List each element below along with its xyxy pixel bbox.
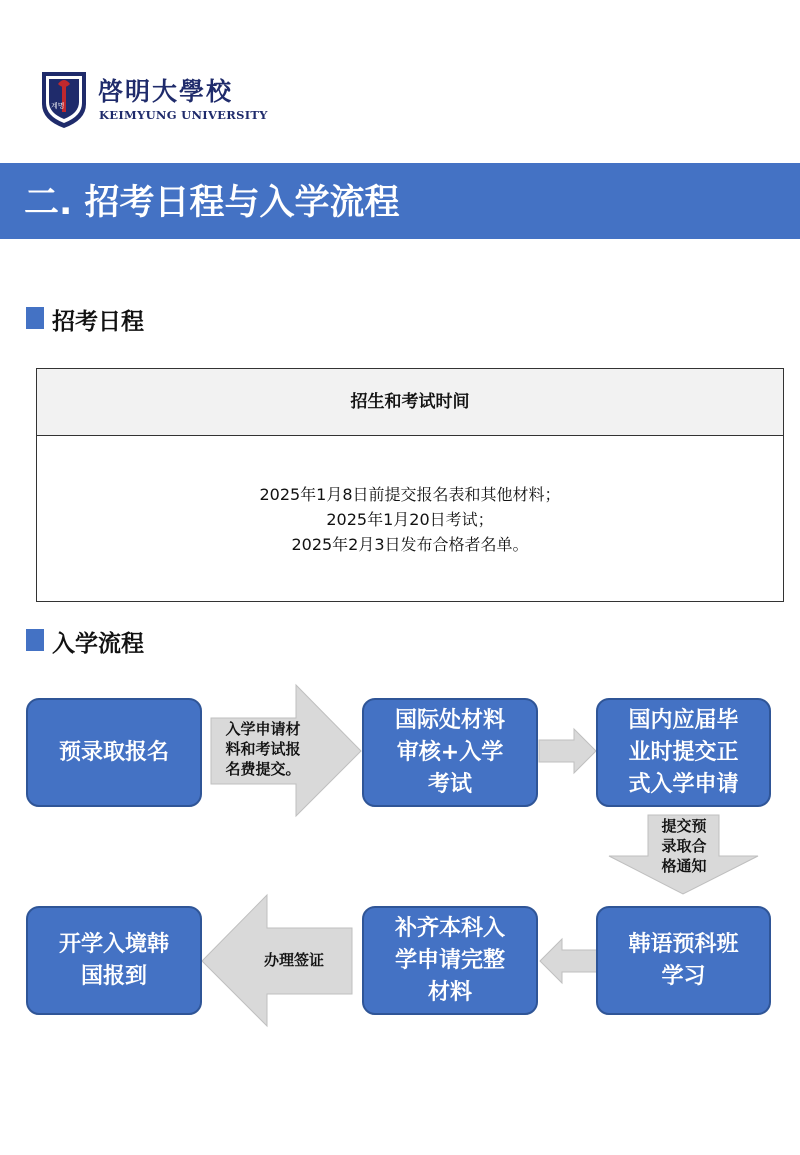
schedule-line: 2025年1月8日前提交报名表和其他材料； [259,485,561,504]
schedule-table-header: 招生和考试时间 [37,369,783,436]
step-material-review-exam [362,698,538,807]
arrow-left-small-icon [538,938,598,984]
logo-name-en: KEIMYUNG UNIVERSITY [99,108,268,122]
schedule-line: 2025年1月20日考试； [326,510,494,529]
arrow-right-small-icon [538,728,598,774]
step-complete-materials [362,906,538,1015]
university-logo [38,68,268,134]
step-label: 国际处材料 审核+入学 考试 [394,707,505,797]
schedule-table-body [37,436,783,557]
step-korean-prep-course [596,906,771,1015]
step-label: 韩语预科班 学习 [628,931,739,989]
section-title: 二. 招考日程与入学流程 [24,183,400,223]
university-crest-icon [38,68,90,130]
step-label: 补齐本科入 学申请完整 材料 [394,915,505,1005]
schedule-table [36,368,784,602]
arrow-label-visa: 办理签证 [263,951,324,969]
section-banner [0,163,800,239]
step-label: 开学入境韩 国报到 [58,931,169,989]
logo-name-cn: 啓明大學校 [98,77,234,106]
heading-square-icon [26,629,44,651]
step-enrollment-arrival [26,906,202,1015]
arrow-label-notice: 提交预 录取合 格通知 [661,817,707,875]
arrow-label-application: 入学申请材 料和考试报 名费提交。 [225,720,301,778]
step-label: 预录取报名 [58,739,169,765]
heading-square-icon [26,307,44,329]
schedule-heading-text: 招考日程 [52,309,144,335]
step-pre-admission-application [26,698,202,807]
crest-text: 계명 [51,102,65,110]
process-heading-text: 入学流程 [52,631,144,657]
step-formal-application [596,698,771,807]
step-label: 国内应届毕 业时提交正 式入学申请 [628,707,739,797]
schedule-line: 2025年2月3日发布合格者名单。 [291,535,529,554]
